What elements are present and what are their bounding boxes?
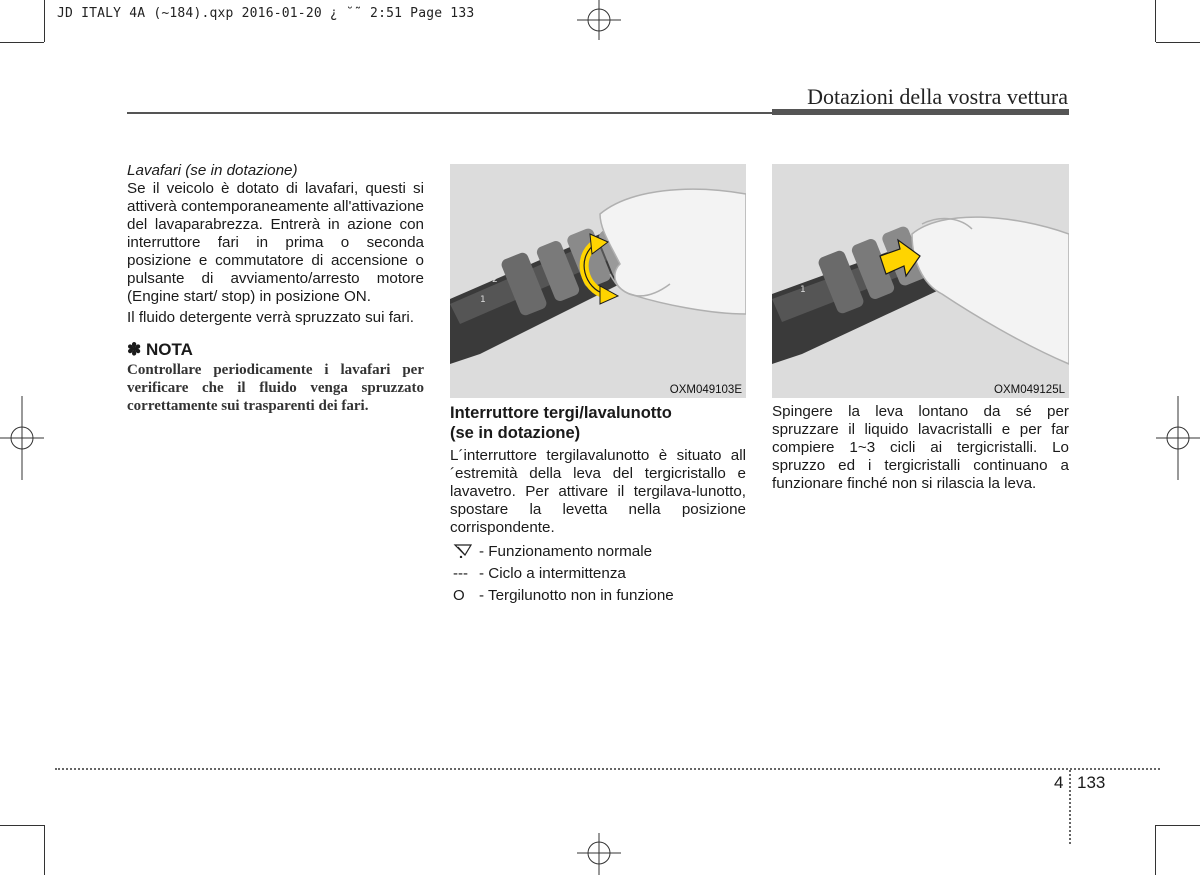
registration-mark-bottom bbox=[577, 833, 621, 875]
paragraph: Il fluido detergente verrà spruzzato sui fari. bbox=[127, 309, 415, 326]
figure-washer-push bbox=[772, 164, 1069, 398]
stalk-illustration bbox=[772, 164, 1069, 398]
svg-text:1: 1 bbox=[480, 295, 486, 305]
figure-rear-wiper-rotate bbox=[450, 164, 746, 398]
note-title: ✽ NOTA bbox=[127, 340, 193, 359]
svg-text:2: 2 bbox=[812, 265, 818, 275]
column-headlamp-washer bbox=[127, 162, 424, 415]
legend-list bbox=[450, 541, 746, 607]
legend-symbol: --- bbox=[453, 565, 468, 582]
paragraph: Spingere la leva lontano da sé per spruzzare il liquido lavacristalli e per far compiere 1~3 cicli ai tergicristalli. Lo spruzzo ed i tergicristalli continuano a funzionare finché non si rilascia la leva. bbox=[772, 403, 1069, 492]
registration-mark-right bbox=[1156, 396, 1200, 480]
registration-mark-top bbox=[577, 0, 621, 40]
legend-item bbox=[453, 541, 746, 563]
legend-text: - Funzionamento normale bbox=[479, 543, 653, 560]
section-title: Dotazioni della vostra vettura bbox=[807, 84, 1068, 109]
legend-item bbox=[453, 585, 746, 607]
page-number: 133 bbox=[1077, 773, 1106, 792]
legend-text: - Tergilunotto non in funzione bbox=[479, 587, 674, 604]
figure-code: OXM049103E bbox=[669, 384, 742, 396]
header-rule-accent bbox=[772, 109, 1069, 115]
subheading: Lavafari (se in dotazione) bbox=[127, 162, 298, 179]
note-body: Controllare periodicamente i lavafari per verificare che il fluido venga spruzzato correttamente sui trasparenti dei fari. bbox=[127, 362, 424, 414]
svg-text:2: 2 bbox=[492, 275, 498, 285]
chapter-number: 4 bbox=[1054, 773, 1064, 792]
section-heading bbox=[450, 403, 746, 443]
column-rear-wiper bbox=[450, 403, 746, 607]
svg-text:1: 1 bbox=[800, 285, 806, 295]
heading-line: (se in dotazione) bbox=[450, 424, 581, 442]
paragraph: L´interruttore tergilavalunotto è situato all´estremità della leva del tergicristallo e lavavetro. Per attivare il tergilava-lunotto, spostare la levetta nella posizione corrispondente. bbox=[450, 447, 746, 536]
column-washer bbox=[772, 403, 1069, 493]
legend-text: - Ciclo a intermittenza bbox=[479, 565, 626, 582]
registration-mark-left bbox=[0, 396, 44, 480]
wiper-icon bbox=[453, 542, 479, 563]
paragraph: Se il veicolo è dotato di lavafari, questi si attiverà contemporaneamente all'attivazione del lavaparabrezza. Entrerà in azione con interruttore fari in prima o seconda posizione e commutatore di accensione o pulsante di avviamento/arresto motore (Engine start/ stop) in posizione ON. bbox=[127, 180, 424, 305]
print-slug: JD ITALY 4A (~184).qxp 2016-01-20 ¿ ˘˜ 2:51 Page 133 bbox=[57, 6, 475, 21]
figure-code: OXM049125L bbox=[994, 384, 1065, 396]
footer-rule bbox=[55, 768, 1160, 770]
legend-item bbox=[453, 563, 746, 585]
heading-line: Interruttore tergi/lavalunotto bbox=[450, 404, 672, 422]
stalk-illustration bbox=[450, 164, 746, 398]
page-number-divider bbox=[1069, 770, 1071, 844]
legend-symbol: O bbox=[453, 587, 465, 604]
